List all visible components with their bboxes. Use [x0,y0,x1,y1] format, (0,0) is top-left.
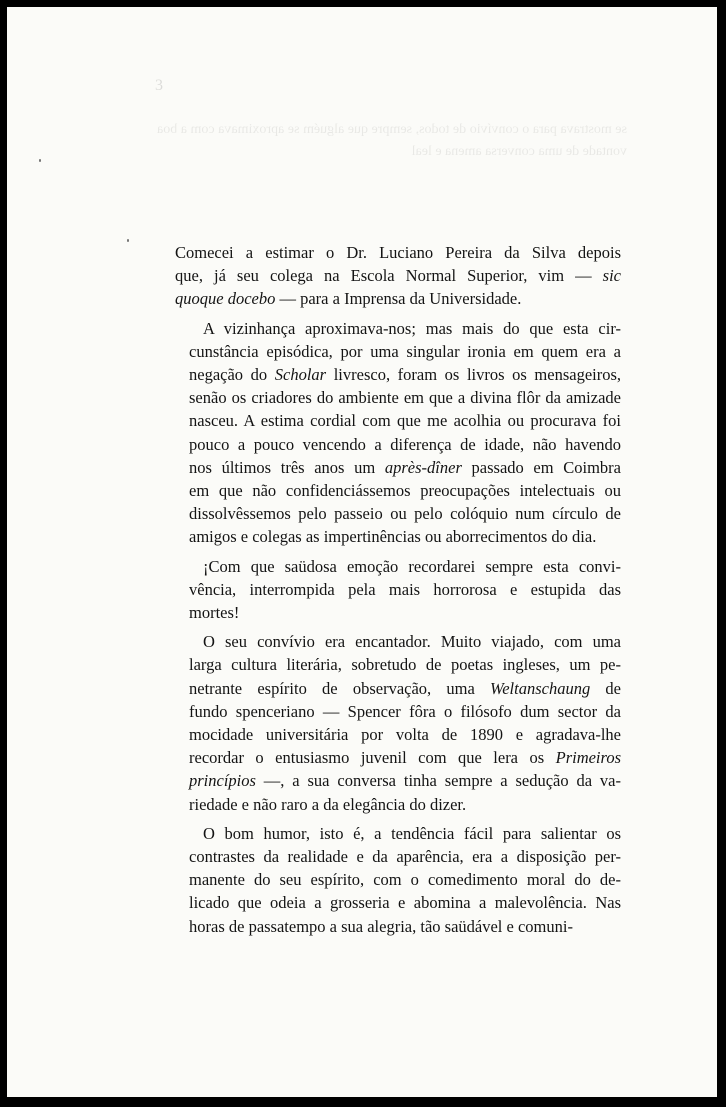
text-line: licado que odeia a grosseria e abomina a malevolência. Nas [189,893,621,913]
text-line: pouco a pouco vencendo a diferença de idade, não havendo [189,434,621,454]
text-line: netrante espírito de observação, uma Weltanschaung de [189,678,621,698]
paragraph [175,822,621,938]
paragraph [175,317,621,549]
text-line: O seu convívio era encantador. Muito viajado, com uma [203,632,621,652]
bleed-through-page-number: 3 [155,77,163,94]
text-line: contrastes da realidade e da aparência, era a disposição per- [189,847,621,867]
text-line: recordar o entusiasmo juvenil com que lera os Primeiros [189,748,621,768]
paragraph [175,630,621,816]
text-line: negação do Scholar livresco, foram os livros os mensageiros, [189,365,622,385]
text-line: mocidade universitária por volta de 1890 e agradava-lhe [189,725,621,745]
text-line: ¡Com que saüdosa emoção recordarei sempre esta convi- [203,556,621,576]
text-line: vência, interrompida pela mais horrorosa e estupida das [189,579,621,599]
text-line: mortes! [189,603,240,623]
text-line: A vizinhança aproximava-nos; mas mais do que esta cir- [203,318,621,338]
text-line: horas de passatempo a sua alegria, tão saüdável e comuni- [189,916,573,936]
text-line: riedade e não raro a da elegância do dizer. [189,794,467,814]
text-line: fundo spenceriano — Spencer fôra o filósofo dum sector da [189,701,621,721]
text-line: larga cultura literária, sobretudo de poetas ingleses, um pe- [189,655,621,675]
text-line: que, já seu colega na Escola Normal Superior, vim — sic [175,266,621,286]
text-line: manente do seu espírito, com o comedimento moral do de- [189,870,621,890]
text-line: princípios —, a sua conversa tinha sempre a sedução da va- [189,771,621,791]
text-line: em que não confidenciássemos preocupações intelectuais ou [189,481,621,501]
text-line: nos últimos três anos um après-dîner passado em Coimbra [189,457,621,477]
bleed-through-text: se mostrava para o convívio de todos, sempre que alguém se aproximava com a boa vontade de uma conversa amena e leal [157,122,627,159]
text-line: dissolvêssemos pelo passeio ou pelo colóquio num círculo de [189,504,621,524]
text-line: amigos e colegas as impertinências ou aborrecimentos do dia. [189,527,597,547]
text-line: quoque docebo — para a Imprensa da Universidade. [175,289,522,309]
paragraph [175,555,621,625]
text-line: nasceu. A estima cordial com que me acolhia ou procurava foi [189,411,621,431]
text-line: cunstância episódica, por uma singular ironia em quem era a [189,341,621,361]
paragraph [175,241,621,311]
scanned-page [7,7,717,1097]
body-text [175,241,621,944]
paper-speck [127,239,129,242]
text-line: O bom humor, isto é, a tendência fácil para salientar os [203,823,621,843]
paper-speck [39,159,41,162]
text-line: senão os criadores do ambiente em que a divina flôr da amizade [189,388,621,408]
text-line: Comecei a estimar o Dr. Luciano Pereira da Silva depois [175,243,621,262]
